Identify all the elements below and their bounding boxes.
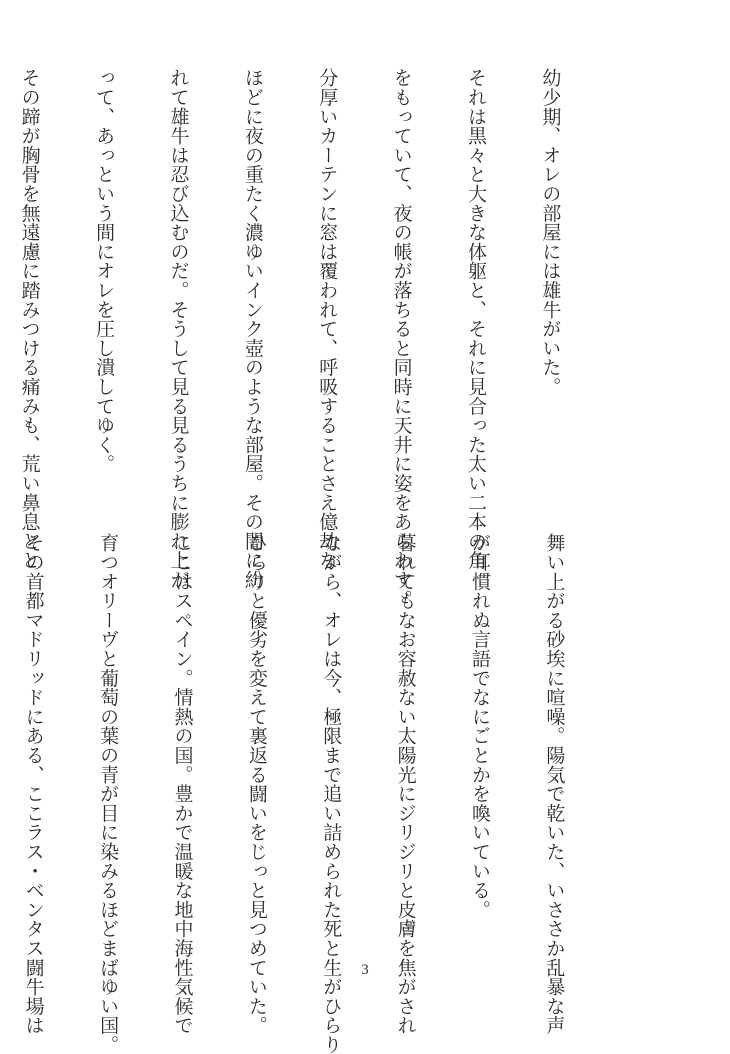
text-column: 暮れてもなお容赦ない太陽光にジリジリと皮膚を焦がされ: [394, 533, 417, 1035]
text-column: って、あっという間にオレを圧し潰してゆく。: [93, 68, 116, 474]
text-column: それは黒々と大きな体躯と、それに見合った太い二本の角: [465, 68, 488, 570]
text-column: 舞い上がる砂埃に喧噪。陽気で乾いた、いささか乱暴な声: [543, 533, 566, 1035]
text-column: その蹄が胸骨を無遠慮に踏みつける痛みも、荒い鼻息とと: [18, 68, 41, 570]
lower-text-block: [0, 533, 616, 1054]
text-column: ひらりと優劣を変えて裏返る闘いをじっと見つめていた。: [245, 533, 268, 1035]
text-column: ながら、オレは今、極限まで追い詰められた死と生がひらり: [320, 533, 343, 1054]
text-column: ここはスペイン。情熱の国。豊かで温暖な地中海性気候で: [171, 533, 194, 1035]
text-column: ほどに夜の重たく濃ゆいインク壺のような部屋。その闇に紛: [241, 68, 264, 590]
text-column: れて雄牛は忍び込むのだ。そうして見る見るうちに膨れ上が: [167, 68, 190, 590]
text-column: が耳慣れぬ言語でなにごとかを喚いている。: [469, 533, 492, 919]
text-column: 幼少期、オレの部屋には雄牛がいた。: [539, 68, 562, 397]
text-column: 分厚いカーテンに窓は覆われて、呼吸することさえ億劫な: [316, 68, 339, 570]
text-column: 育つオリーヴと葡萄の葉の青が目に染みるほどまばゆい国。: [97, 533, 120, 1054]
text-column: をもっていて、夜の帳が落ちると同時に天井に姿をあらわす。: [390, 68, 413, 609]
page-number: 3: [361, 962, 369, 978]
upper-text-block: [0, 68, 612, 609]
text-column: その首都マドリッドにある、ここラス・ベンタス闘牛場は: [22, 533, 45, 1035]
